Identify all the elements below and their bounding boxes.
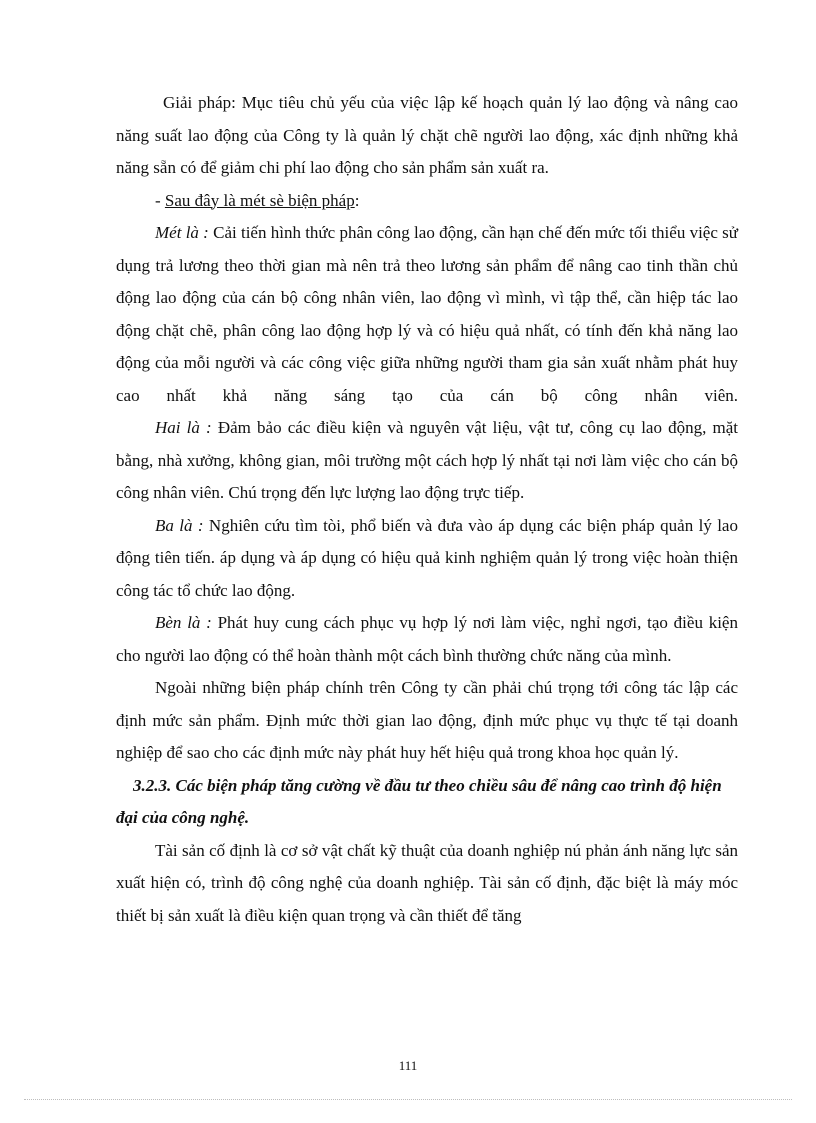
measure-four-text: Phát huy cung cách phục vụ hợp lý nơi làm việc, nghỉ ngơi, tạo điều kiện cho người lao động có thể hoàn thành một cách bình thường chức năng của mình. — [116, 613, 738, 665]
measure-two-lead: Hai là : — [155, 418, 212, 437]
paragraph-measure-one — [116, 217, 738, 412]
paragraph-solution — [116, 87, 738, 185]
measure-three-text: Nghiên cứu tìm tòi, phổ biến và đưa vào áp dụng các biện pháp quản lý lao động tiên tiến. áp dụng và áp dụng có hiệu quả kinh nghiệm quản lý trong việc hoàn thiện công tác tổ chức lao động. — [116, 515, 738, 600]
paragraph-measure-three — [116, 510, 738, 608]
measure-one-text: Cải tiến hình thức phân công lao động, cần hạn chế đến mức tối thiểu việc sử dụng trả lương theo thời gian mà nên trả theo lương sản phẩm để nâng cao tinh thần chủ động lao động của cán bộ công nhân viên, lao động vì mình, vì tập thể, cần hiệp tác lao động chặt chẽ, phân công lao động hợp lý và có hiệu quả nhất, có tính đến khả năng lao động của mỗi người và các công việc giữa những người tham gia sản xuất nhằm phát huy cao nhất khả năng sáng tạo của cán bộ công nhân viên. — [116, 223, 738, 405]
page-number: 111 — [398, 1058, 418, 1073]
solution-text: Giải pháp: Mục tiêu chủ yếu của việc lập kế hoạch quản lý lao động và nâng cao năng suất lao động của Công ty là quản lý chặt chẽ người lao động, xác định những khả năng sẵn có để giảm chi phí lao động cho sản phẩm sản xuất ra. — [116, 93, 738, 177]
paragraph-fixed-assets — [116, 835, 738, 933]
page-bottom-rule — [24, 1099, 792, 1100]
measure-three-lead: Ba là : — [155, 515, 204, 535]
fixed-assets-text: Tài sản cố định là cơ sở vật chất kỹ thuật của doanh nghiệp nú phản ánh năng lực sản xuất hiện có, trình độ công nghệ của doanh nghiệp. Tài sản cố định, đặc biệt là máy móc thiết bị sản xuất là điều kiện quan trọng và cần thiết để tăng — [116, 840, 738, 925]
measures-heading-text: Sau đây là mét sè biện pháp — [164, 190, 355, 210]
measures-heading — [116, 185, 738, 218]
section-heading — [116, 770, 738, 835]
paragraph-norms — [116, 672, 738, 770]
measures-heading-colon: : — [354, 190, 360, 210]
measure-four-lead: Bèn là : — [155, 613, 212, 632]
measure-one-lead: Mét là : — [155, 223, 209, 242]
measure-two-text: Đảm bảo các điều kiện và nguyên vật liệu, vật tư, công cụ lao động, mặt bằng, nhà xưởng, không gian, môi trường một cách hợp lý nhất tại nơi làm việc cho cán bộ công nhân viên. Chú trọng đến lực lượng lao động trực tiếp. — [116, 418, 738, 502]
page-body — [116, 87, 738, 932]
measures-bullet: - — [155, 190, 165, 210]
paragraph-measure-four — [116, 607, 738, 672]
norms-text: Ngoài những biện pháp chính trên Công ty cần phải chú trọng tới công tác lập các định mức sản phẩm. Định mức thời gian lao động, định mức phục vụ thực tế tại doanh nghiệp để sao cho các định mức này phát huy hết hiệu quả trong khoa học quản lý. — [116, 678, 738, 762]
section-heading-text: 3.2.3. Các biện pháp tăng cường về đầu tư theo chiều sâu để nâng cao trình độ hiện đại của công nghệ. — [116, 775, 722, 827]
paragraph-measure-two — [116, 412, 738, 510]
